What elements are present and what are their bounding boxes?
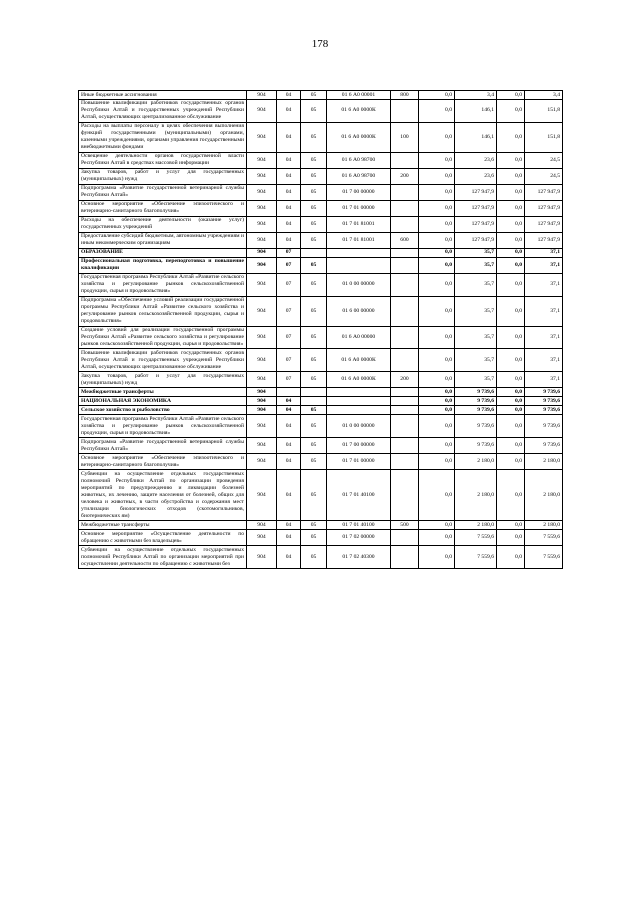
section-code: 07 — [277, 257, 301, 273]
table-row — [79, 438, 563, 454]
row-name: Подпрограмма «Обеспечение условий реализации государственной программы Республики Алтай «Развитие сельского хозяйства и регулирование рынков сельскохозяйственной продукции, сырья и продовольствия» — [79, 296, 247, 326]
expense-type-code — [391, 296, 419, 326]
row-name: Сельское хозяйство и рыболовство — [79, 406, 247, 415]
target-article-code: 01 6 А0 0000К — [327, 372, 391, 388]
subsection-code: 05 — [301, 122, 327, 152]
target-article-code: 01 0 00 00000 — [327, 415, 391, 438]
section-code: 07 — [277, 273, 301, 296]
amount-col-2: 146,1 — [455, 99, 497, 122]
table-row — [79, 454, 563, 470]
row-name: Подпрограмма «Развитие государственной ветеринарной службы Республики Алтай» — [79, 184, 247, 200]
amount-col-3: 0,0 — [497, 99, 525, 122]
amount-col-1: 0,0 — [419, 372, 455, 388]
grbs-code: 904 — [247, 200, 277, 216]
row-name: Профессиональная подготовка, переподготовка и повышение квалификации — [79, 257, 247, 273]
section-code: 07 — [277, 372, 301, 388]
amount-col-2: 35,7 — [455, 349, 497, 372]
amount-col-3: 0,0 — [497, 415, 525, 438]
row-name: Государственная программа Республики Алтай «Развитие сельского хозяйства и регулирование рынков сельскохозяйственной продукции, сырья и продовольствия» — [79, 273, 247, 296]
row-name: Межбюджетные трансферты — [79, 521, 247, 530]
subsection-code: 05 — [301, 546, 327, 569]
grbs-code: 904 — [247, 152, 277, 168]
amount-col-1: 0,0 — [419, 326, 455, 349]
grbs-code: 904 — [247, 326, 277, 349]
row-name: Расходы на выплаты персоналу в целях обеспечения выполнения функций государственными (муниципальными) органами, казенными учреждениями, органами управления государственными внебюджетными фондами — [79, 122, 247, 152]
expense-type-code — [391, 530, 419, 546]
expense-type-code — [391, 470, 419, 521]
grbs-code: 904 — [247, 296, 277, 326]
amount-col-3: 0,0 — [497, 200, 525, 216]
grbs-code: 904 — [247, 349, 277, 372]
amount-col-4: 2 180,0 — [525, 521, 563, 530]
section-code: 07 — [277, 296, 301, 326]
grbs-code: 904 — [247, 99, 277, 122]
row-name: Предоставление субсидий бюджетным, автономным учреждениям и иным некоммерческим организациям — [79, 232, 247, 248]
table-row — [79, 168, 563, 184]
expense-type-code: 500 — [391, 521, 419, 530]
row-name: Закупка товаров, работ и услуг для государственных (муниципальных) нужд — [79, 168, 247, 184]
amount-col-3: 0,0 — [497, 152, 525, 168]
subsection-code: 05 — [301, 296, 327, 326]
row-name: ОБРАЗОВАНИЕ — [79, 248, 247, 257]
target-article-code — [327, 257, 391, 273]
target-article-code — [327, 388, 391, 397]
amount-col-4: 9 739,6 — [525, 388, 563, 397]
row-name: Субвенции на осуществление отдельных государственных полномочий Республики Алтай по организации мероприятий при осуществлении деятельности по обращению с животными без — [79, 546, 247, 569]
section-code: 04 — [277, 152, 301, 168]
amount-col-3: 0,0 — [497, 184, 525, 200]
target-article-code: 01 7 02 00000 — [327, 530, 391, 546]
section-code: 04 — [277, 99, 301, 122]
section-code: 04 — [277, 530, 301, 546]
amount-col-3: 0,0 — [497, 438, 525, 454]
target-article-code: 01 7 01 81001 — [327, 216, 391, 232]
expense-type-code — [391, 546, 419, 569]
section-code: 07 — [277, 349, 301, 372]
amount-col-1: 0,0 — [419, 168, 455, 184]
subsection-code: 05 — [301, 273, 327, 296]
grbs-code: 904 — [247, 273, 277, 296]
subsection-code — [301, 397, 327, 406]
amount-col-1: 0,0 — [419, 521, 455, 530]
amount-col-2: 35,7 — [455, 248, 497, 257]
grbs-code: 904 — [247, 388, 277, 397]
amount-col-4: 9 739,6 — [525, 415, 563, 438]
grbs-code: 904 — [247, 415, 277, 438]
amount-col-2: 7 559,6 — [455, 546, 497, 569]
amount-col-4: 24,5 — [525, 152, 563, 168]
amount-col-4: 37,1 — [525, 326, 563, 349]
amount-col-4: 9 739,6 — [525, 438, 563, 454]
amount-col-4: 2 180,0 — [525, 470, 563, 521]
section-code: 04 — [277, 521, 301, 530]
page-number: 178 — [311, 38, 329, 50]
amount-col-3: 0,0 — [497, 521, 525, 530]
amount-col-4: 151,8 — [525, 122, 563, 152]
section-code: 04 — [277, 470, 301, 521]
table-row — [79, 200, 563, 216]
amount-col-1: 0,0 — [419, 470, 455, 521]
section-code: 04 — [277, 184, 301, 200]
row-name: НАЦИОНАЛЬНАЯ ЭКОНОМИКА — [79, 397, 247, 406]
amount-col-4: 151,8 — [525, 99, 563, 122]
subsection-code: 05 — [301, 415, 327, 438]
subsection-code: 05 — [301, 454, 327, 470]
amount-col-2: 9 739,6 — [455, 388, 497, 397]
table-row — [79, 349, 563, 372]
row-name: Основное мероприятие «Осуществление деятельности по обращению с животными без владельцев» — [79, 530, 247, 546]
amount-col-3: 0,0 — [497, 216, 525, 232]
amount-col-1: 0,0 — [419, 415, 455, 438]
table-row — [79, 122, 563, 152]
target-article-code: 01 7 02 40300 — [327, 546, 391, 569]
amount-col-2: 35,7 — [455, 372, 497, 388]
amount-col-1: 0,0 — [419, 216, 455, 232]
section-code: 04 — [277, 454, 301, 470]
section-code — [277, 388, 301, 397]
amount-col-1: 0,0 — [419, 388, 455, 397]
amount-col-1: 0,0 — [419, 200, 455, 216]
amount-col-3: 0,0 — [497, 454, 525, 470]
subsection-code: 05 — [301, 152, 327, 168]
amount-col-4: 3,4 — [525, 91, 563, 100]
subsection-code: 05 — [301, 438, 327, 454]
amount-col-4: 37,1 — [525, 273, 563, 296]
amount-col-1: 0,0 — [419, 530, 455, 546]
grbs-code: 904 — [247, 470, 277, 521]
amount-col-4: 9 739,6 — [525, 397, 563, 406]
target-article-code: 01 7 01 81001 — [327, 232, 391, 248]
table-row — [79, 397, 563, 406]
amount-col-4: 2 180,0 — [525, 454, 563, 470]
grbs-code: 904 — [247, 372, 277, 388]
budget-table — [78, 90, 563, 569]
amount-col-3: 0,0 — [497, 326, 525, 349]
row-name: Освещение деятельности органов государственной власти Республики Алтай в средствах массовой информации — [79, 152, 247, 168]
row-name: Основное мероприятие «Обеспечение эпизоотического и ветеринарно-санитарного благополучия» — [79, 200, 247, 216]
target-article-code: 01 7 01 00000 — [327, 200, 391, 216]
section-code: 04 — [277, 232, 301, 248]
expense-type-code — [391, 248, 419, 257]
amount-col-1: 0,0 — [419, 91, 455, 100]
grbs-code: 904 — [247, 216, 277, 232]
amount-col-2: 9 739,6 — [455, 438, 497, 454]
amount-col-3: 0,0 — [497, 257, 525, 273]
amount-col-3: 0,0 — [497, 273, 525, 296]
table-row — [79, 99, 563, 122]
table-row — [79, 273, 563, 296]
grbs-code: 904 — [247, 168, 277, 184]
subsection-code: 05 — [301, 91, 327, 100]
target-article-code: 01 7 01 40100 — [327, 470, 391, 521]
amount-col-4: 9 739,6 — [525, 406, 563, 415]
amount-col-1: 0,0 — [419, 184, 455, 200]
amount-col-3: 0,0 — [497, 530, 525, 546]
expense-type-code: 600 — [391, 232, 419, 248]
expense-type-code — [391, 99, 419, 122]
grbs-code: 904 — [247, 406, 277, 415]
amount-col-1: 0,0 — [419, 248, 455, 257]
amount-col-2: 127 947,9 — [455, 216, 497, 232]
row-name: Подпрограмма «Развитие государственной ветеринарной службы Республики Алтай» — [79, 438, 247, 454]
table-row — [79, 184, 563, 200]
amount-col-3: 0,0 — [497, 470, 525, 521]
amount-col-2: 23,6 — [455, 152, 497, 168]
amount-col-1: 0,0 — [419, 122, 455, 152]
amount-col-4: 127 947,9 — [525, 200, 563, 216]
amount-col-1: 0,0 — [419, 397, 455, 406]
amount-col-3: 0,0 — [497, 372, 525, 388]
expense-type-code — [391, 406, 419, 415]
grbs-code: 904 — [247, 248, 277, 257]
grbs-code: 904 — [247, 521, 277, 530]
section-code: 04 — [277, 168, 301, 184]
row-name: Закупка товаров, работ и услуг для государственных (муниципальных) нужд — [79, 372, 247, 388]
table-row — [79, 216, 563, 232]
target-article-code: 01 6 А0 00000 — [327, 326, 391, 349]
amount-col-1: 0,0 — [419, 152, 455, 168]
target-article-code: 01 6 00 00000 — [327, 296, 391, 326]
amount-col-1: 0,0 — [419, 296, 455, 326]
amount-col-2: 35,7 — [455, 273, 497, 296]
amount-col-4: 37,1 — [525, 296, 563, 326]
subsection-code: 05 — [301, 326, 327, 349]
expense-type-code — [391, 216, 419, 232]
amount-col-2: 127 947,9 — [455, 232, 497, 248]
amount-col-4: 37,1 — [525, 248, 563, 257]
table-row — [79, 232, 563, 248]
section-code: 07 — [277, 326, 301, 349]
section-code: 04 — [277, 438, 301, 454]
amount-col-2: 3,4 — [455, 91, 497, 100]
row-name: Расходы на обеспечение деятельности (оказание услуг) государственных учреждений — [79, 216, 247, 232]
subsection-code: 05 — [301, 372, 327, 388]
subsection-code: 05 — [301, 184, 327, 200]
row-name: Межбюджетные трансферты — [79, 388, 247, 397]
amount-col-1: 0,0 — [419, 273, 455, 296]
amount-col-3: 0,0 — [497, 388, 525, 397]
subsection-code: 05 — [301, 168, 327, 184]
table-row — [79, 152, 563, 168]
amount-col-2: 127 947,9 — [455, 200, 497, 216]
table-row — [79, 521, 563, 530]
expense-type-code — [391, 397, 419, 406]
target-article-code: 01 6 А0 98700 — [327, 168, 391, 184]
grbs-code: 904 — [247, 184, 277, 200]
expense-type-code — [391, 388, 419, 397]
amount-col-2: 9 739,6 — [455, 397, 497, 406]
subsection-code: 05 — [301, 349, 327, 372]
expense-type-code — [391, 415, 419, 438]
expense-type-code — [391, 184, 419, 200]
grbs-code: 904 — [247, 454, 277, 470]
target-article-code: 01 6 А0 98700 — [327, 152, 391, 168]
amount-col-3: 0,0 — [497, 546, 525, 569]
grbs-code: 904 — [247, 438, 277, 454]
expense-type-code — [391, 273, 419, 296]
expense-type-code — [391, 152, 419, 168]
amount-col-3: 0,0 — [497, 296, 525, 326]
amount-col-4: 37,1 — [525, 257, 563, 273]
amount-col-3: 0,0 — [497, 168, 525, 184]
amount-col-4: 37,1 — [525, 372, 563, 388]
subsection-code: 05 — [301, 406, 327, 415]
section-code: 04 — [277, 91, 301, 100]
amount-col-3: 0,0 — [497, 397, 525, 406]
target-article-code — [327, 248, 391, 257]
expense-type-code — [391, 257, 419, 273]
table-row — [79, 372, 563, 388]
target-article-code: 01 0 00 00000 — [327, 273, 391, 296]
grbs-code: 904 — [247, 397, 277, 406]
amount-col-4: 127 947,9 — [525, 232, 563, 248]
expense-type-code — [391, 326, 419, 349]
table-row — [79, 248, 563, 257]
section-code: 04 — [277, 406, 301, 415]
subsection-code — [301, 248, 327, 257]
subsection-code — [301, 388, 327, 397]
expense-type-code — [391, 438, 419, 454]
section-code: 04 — [277, 397, 301, 406]
subsection-code: 05 — [301, 521, 327, 530]
amount-col-3: 0,0 — [497, 349, 525, 372]
target-article-code: 01 7 01 40100 — [327, 521, 391, 530]
subsection-code: 05 — [301, 257, 327, 273]
section-code: 04 — [277, 216, 301, 232]
subsection-code: 05 — [301, 99, 327, 122]
expense-type-code — [391, 200, 419, 216]
grbs-code: 904 — [247, 91, 277, 100]
amount-col-3: 0,0 — [497, 232, 525, 248]
amount-col-2: 35,7 — [455, 296, 497, 326]
section-code: 04 — [277, 546, 301, 569]
row-name: Субвенции на осуществление отдельных государственных полномочий Республики Алтай по организации проведения мероприятий по предупреждению и ликвидации болезней животных, их лечению, защите населения от болезней, общих для человека и животных, в части обустройства и содержания мест утилизации биологических отходов (скотомогильников, биотермических ям) — [79, 470, 247, 521]
table-row — [79, 326, 563, 349]
grbs-code: 904 — [247, 122, 277, 152]
grbs-code: 904 — [247, 257, 277, 273]
amount-col-1: 0,0 — [419, 349, 455, 372]
expense-type-code: 800 — [391, 91, 419, 100]
amount-col-2: 9 739,6 — [455, 406, 497, 415]
amount-col-1: 0,0 — [419, 232, 455, 248]
table-row — [79, 546, 563, 569]
subsection-code: 05 — [301, 470, 327, 521]
grbs-code: 904 — [247, 546, 277, 569]
target-article-code: 01 6 А0 0000К — [327, 349, 391, 372]
table-row — [79, 415, 563, 438]
amount-col-1: 0,0 — [419, 546, 455, 569]
subsection-code: 05 — [301, 200, 327, 216]
amount-col-4: 7 559,6 — [525, 530, 563, 546]
amount-col-1: 0,0 — [419, 406, 455, 415]
grbs-code: 904 — [247, 530, 277, 546]
row-name: Создание условий для реализации государственной программы Республики Алтай «Развитие сельского хозяйства и регулирование рынков сельскохозяйственной продукции, сырья и продовольствия» — [79, 326, 247, 349]
amount-col-3: 0,0 — [497, 406, 525, 415]
expense-type-code — [391, 454, 419, 470]
table-row — [79, 530, 563, 546]
amount-col-4: 127 947,9 — [525, 184, 563, 200]
row-name: Повышение квалификации работников государственных органов Республики Алтай и государственных учреждений Республики Алтай, осуществляющих централизованное обслуживание — [79, 349, 247, 372]
amount-col-1: 0,0 — [419, 454, 455, 470]
grbs-code: 904 — [247, 232, 277, 248]
amount-col-2: 23,6 — [455, 168, 497, 184]
amount-col-4: 37,1 — [525, 349, 563, 372]
amount-col-1: 0,0 — [419, 257, 455, 273]
amount-col-2: 9 739,6 — [455, 415, 497, 438]
target-article-code: 01 7 00 00000 — [327, 184, 391, 200]
section-code: 07 — [277, 248, 301, 257]
table-row — [79, 406, 563, 415]
section-code: 04 — [277, 415, 301, 438]
target-article-code: 01 6 А0 00001 — [327, 91, 391, 100]
target-article-code: 01 7 01 00000 — [327, 454, 391, 470]
subsection-code: 05 — [301, 232, 327, 248]
amount-col-4: 24,5 — [525, 168, 563, 184]
section-code: 04 — [277, 122, 301, 152]
amount-col-3: 0,0 — [497, 248, 525, 257]
section-code: 04 — [277, 200, 301, 216]
amount-col-1: 0,0 — [419, 99, 455, 122]
target-article-code: 01 6 А0 0000К — [327, 122, 391, 152]
amount-col-4: 127 947,9 — [525, 216, 563, 232]
amount-col-2: 7 559,6 — [455, 530, 497, 546]
target-article-code: 01 6 А0 0000К — [327, 99, 391, 122]
target-article-code: 01 7 00 00000 — [327, 438, 391, 454]
amount-col-2: 146,1 — [455, 122, 497, 152]
row-name: Государственная программа Республики Алтай «Развитие сельского хозяйства и регулирование рынков сельскохозяйственной продукции, сырья и продовольствия» — [79, 415, 247, 438]
table-row — [79, 470, 563, 521]
target-article-code — [327, 406, 391, 415]
table-row — [79, 296, 563, 326]
target-article-code — [327, 397, 391, 406]
table-row — [79, 388, 563, 397]
amount-col-4: 7 559,6 — [525, 546, 563, 569]
amount-col-2: 2 180,0 — [455, 470, 497, 521]
amount-col-2: 35,7 — [455, 257, 497, 273]
row-name: Иные бюджетные ассигнования — [79, 91, 247, 100]
amount-col-3: 0,0 — [497, 91, 525, 100]
table-row — [79, 257, 563, 273]
subsection-code: 05 — [301, 216, 327, 232]
amount-col-2: 127 947,9 — [455, 184, 497, 200]
expense-type-code: 200 — [391, 168, 419, 184]
row-name: Основное мероприятие «Обеспечение эпизоотического и ветеринарно-санитарного благополучия» — [79, 454, 247, 470]
expense-type-code — [391, 349, 419, 372]
expense-type-code: 100 — [391, 122, 419, 152]
amount-col-2: 2 180,0 — [455, 521, 497, 530]
subsection-code: 05 — [301, 530, 327, 546]
amount-col-3: 0,0 — [497, 122, 525, 152]
table-row — [79, 91, 563, 100]
row-name: Повышение квалификации работников государственных органов Республики Алтай и государственных учреждений Республики Алтай, осуществляющих централизованное обслуживание — [79, 99, 247, 122]
expense-type-code: 200 — [391, 372, 419, 388]
amount-col-1: 0,0 — [419, 438, 455, 454]
amount-col-2: 2 180,0 — [455, 454, 497, 470]
amount-col-2: 35,7 — [455, 326, 497, 349]
